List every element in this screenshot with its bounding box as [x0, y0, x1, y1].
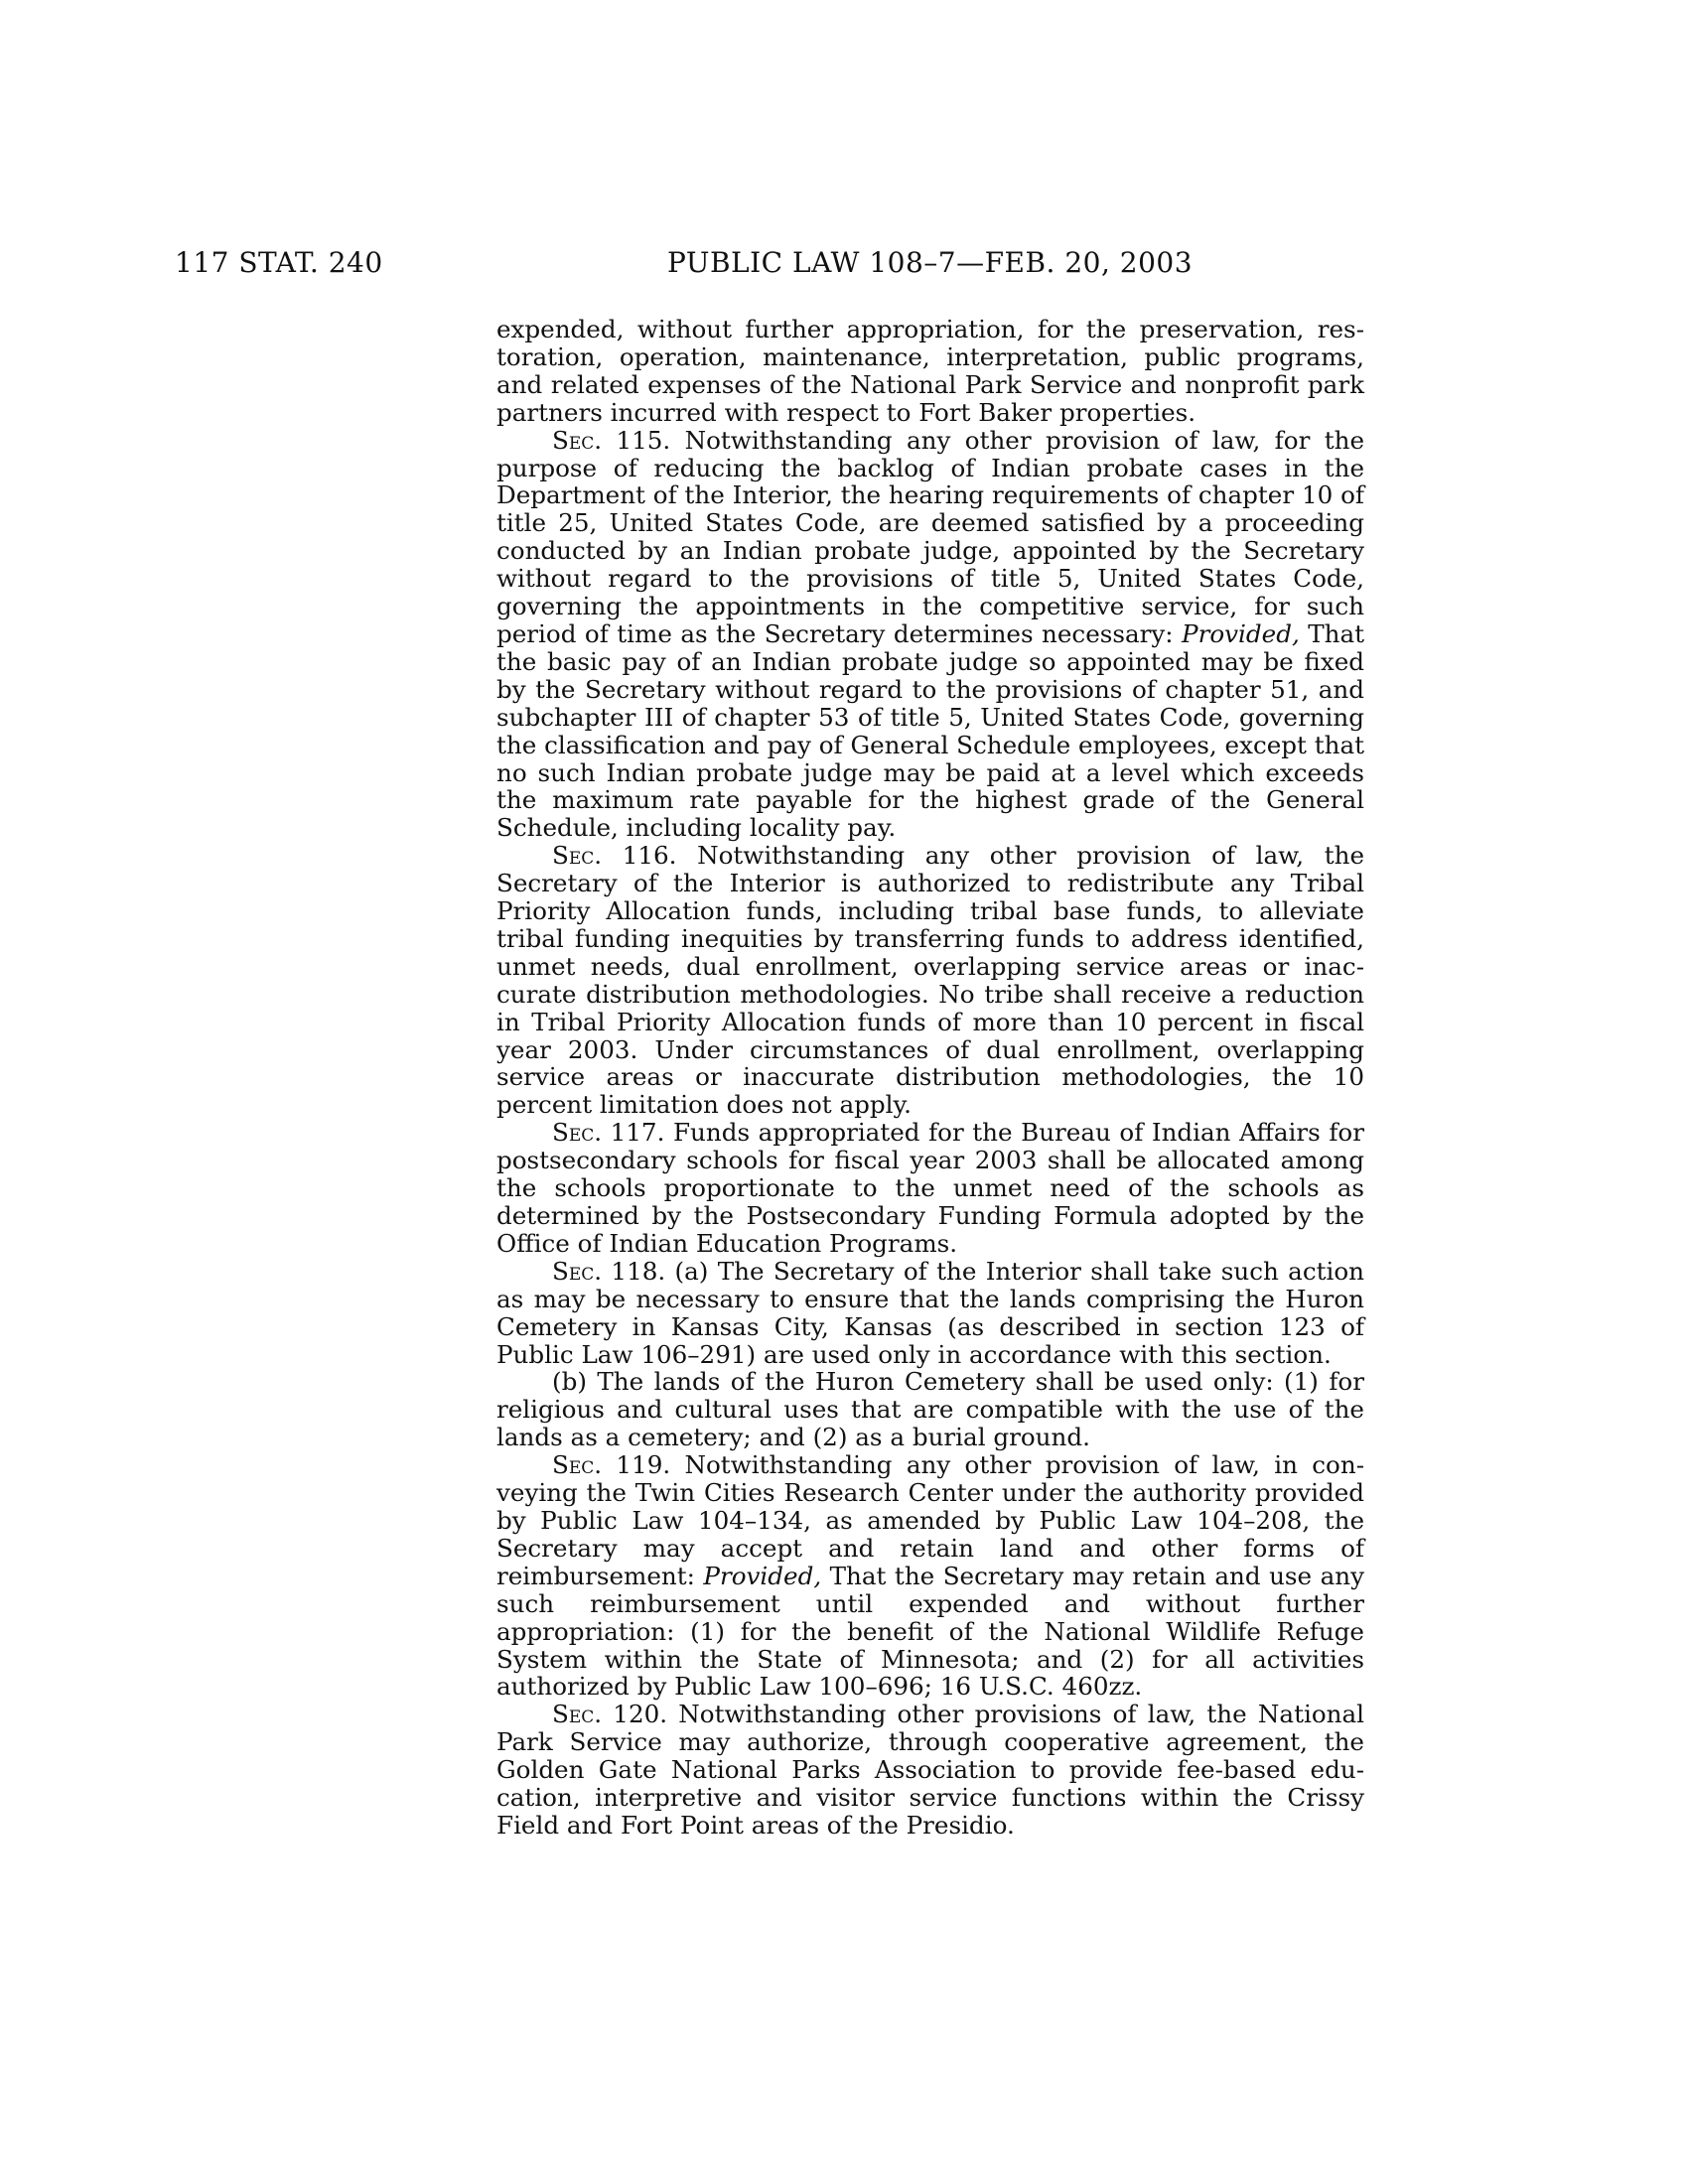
- paragraph-text: expended, without further appropriation, for the preservation, restoration, operation, maintenance, interpretation, public programs, and related expenses of the National Park Service and nonprofit park partners incurred with respect to Fort Baker properties.: [496, 315, 1364, 427]
- paragraph-text: 120. Notwithstanding other provisions of law, the National Park Service may authorize, through cooperative agreement, the Golden Gate National Parks Association to provide fee-based education, interpretive and visitor service functions within the Crissy Field and Fort Point areas of the Presidio.: [496, 1700, 1364, 1840]
- section-118a: [496, 1258, 1364, 1369]
- public-law-title: PUBLIC LAW 108–7—FEB. 20, 2003: [667, 246, 1194, 279]
- section-116: [496, 842, 1364, 1119]
- paragraph-text: 117. Funds appropriated for the Bureau of Indian Affairs for postsecondary schools for fiscal year 2003 shall be allocated among the schools proportionate to the unmet need of the schools as determined by the Postsecondary Funding Formula adopted by the Office of Indian Education Programs.: [496, 1118, 1364, 1258]
- paragraph-text: 118. (a) The Secretary of the Interior shall take such action as may be necessary to ensure that the lands comprising the Huron Cemetery in Kansas City, Kansas (as described in section 123 of Public Law 106–291) are used only in accordance with this section.: [496, 1256, 1364, 1369]
- paragraph-text: 119. Notwithstanding any other provision of law, in conveying the Twin Cities Research Center under the authority provided by Public Law 104–134, as amended by Public Law 104–208, the Secretary may accept and retain land and other forms of reimbursement:: [496, 1450, 1364, 1590]
- document-body: [496, 316, 1364, 1840]
- section-118b: [496, 1368, 1364, 1451]
- proviso-emphasis: Provided,: [703, 1561, 822, 1590]
- paragraph-continuation: [496, 316, 1364, 427]
- section-label: Sec.: [552, 841, 603, 871]
- section-117: [496, 1119, 1364, 1258]
- section-label: Sec.: [552, 1256, 603, 1286]
- paragraph-text: (b) The lands of the Huron Cemetery shall be used only: (1) for religious and cultural uses that are compatible with the use of the lands as a cemetery; and (2) as a burial ground.: [496, 1367, 1364, 1452]
- section-119: [496, 1451, 1364, 1701]
- paragraph-text: 116. Notwithstanding any other provision of law, the Secretary of the Interior is authorized to redistribute any Tribal Priority Allocation funds, including tribal base funds, to alleviate tribal funding inequities by transferring funds to address identified, unmet needs, dual enrollment, overlapping service areas or inaccurate distribution methodologies. No tribe shall receive a reduction in Tribal Priority Allocation funds of more than 10 percent in fiscal year 2003. Under circumstances of dual enrollment, overlapping service areas or inaccurate distribution methodologies, the 10 percent limitation does not apply.: [496, 841, 1364, 1120]
- statute-page-number: 117 STAT. 240: [175, 246, 383, 279]
- section-115: [496, 427, 1364, 843]
- paragraph-text: 115. Notwithstanding any other provision of law, for the purpose of reducing the backlog of Indian probate cases in the Department of the Interior, the hearing requirements of chapter 10 of title 25, United States Code, are deemed satisfied by a proceeding conducted by an Indian probate judge, appointed by the Secretary without regard to the provisions of title 5, United States Code, governing the appointments in the competitive service, for such period of time as the Secretary determines necessary:: [496, 425, 1364, 648]
- paragraph-text-continued: That the Secretary may retain and use any such reimbursement until expended and without further appropriation: (1) for the benefit of the National Wildlife Refuge System within the State of Minnesota; and (2) for all activities authorized by Public Law 100–696; 16 U.S.C. 460zz.: [496, 1561, 1364, 1702]
- paragraph-text-continued: That the basic pay of an Indian probate judge so appointed may be fixed by the Secretary without regard to the provisions of chapter 51, and subchapter III of chapter 53 of title 5, United States Code, governing the classification and pay of General Schedule employees, except that no such Indian probate judge may be paid at a level which exceeds the maximum rate payable for the highest grade of the General Schedule, including locality pay.: [496, 618, 1365, 843]
- section-label: Sec.: [552, 1700, 603, 1729]
- section-label: Sec.: [552, 1118, 603, 1148]
- running-header: [0, 246, 1688, 286]
- section-label: Sec.: [552, 425, 603, 455]
- section-label: Sec.: [552, 1450, 603, 1480]
- section-120: [496, 1701, 1364, 1840]
- proviso-emphasis: Provided,: [1182, 618, 1300, 648]
